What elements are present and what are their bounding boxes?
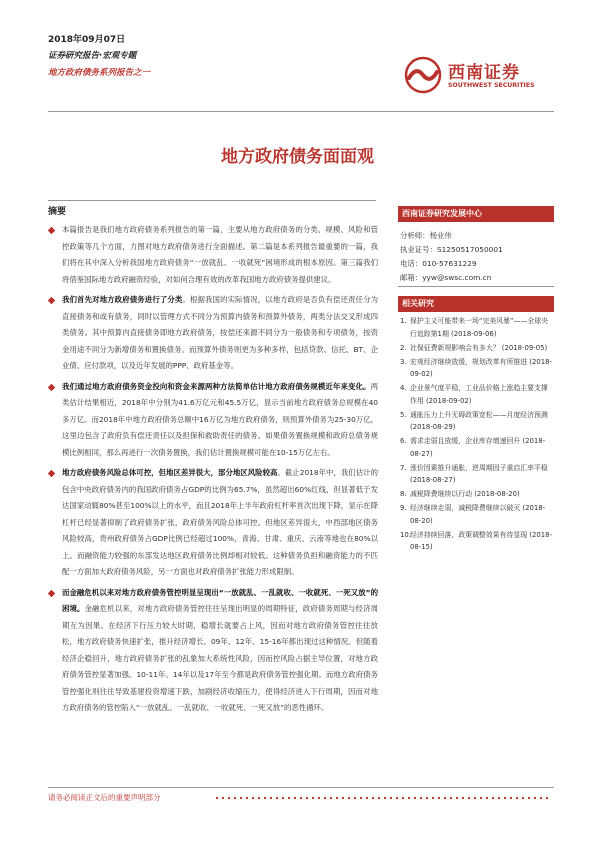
- related-item[interactable]: 9. 经济继续走弱，减税降费继续以破灭 (2018-08-20): [400, 504, 546, 525]
- paragraph-text: 。截止2018年中，我们估计的包含中央政府债务内的我国政府债务占GDP的比例为65.7%，虽然超出60%红线，但显著低于发达国家动辄80%甚至100%以上的水平，而且2018年上半年政府杠杆率首次出现下降，显示在降杠杆已经显著抑制了政府债务扩张，政府债务风险总体可控。但地区差异很大，中西部地区债务风险较高，贵州政府债务占GDP比例已经超过100%，青海、甘肃、重庆、云南等地也在80%以上。而融资能力较强的东部发达地区政府债务比例却相对较低。这种债务负担和融资能力的不匹配一方面加大政府债务风险，另一方面也对政府债务扩张能力形成限制。: [62, 468, 378, 576]
- diamond-bullet-icon: [48, 589, 55, 596]
- abstract-paragraph: [48, 465, 378, 581]
- paragraph-text: 金融危机以来，对地方政府债务管控往往呈现出明显的周期特征，政府债务周期与经济周期互为因果。在经济下行压力较大时期，稳增长就要占上风，因而对地方政府债务管控往往放松，地方政府债务快速扩张，推升经济增长。09年、12年、15-16年都出现过这种情况。但随着经济企稳回升，地方政府债务扩张的乱象加大系统性风险，因而控风险占据主导位置，对地方政府债务管控显著加强。10-11年、14年以及17年至今都是政府债务管控强化期。而地方政府债务管控强化则往往导致基建投资增速下跌，加剧经济收缩压力，使得经济进入下行周期，因而对地方政府债务的管控陷入“一放就乱、一乱就收、一收就死、一死又放”的恶性循环。: [62, 604, 378, 712]
- email-row: [400, 272, 491, 283]
- brand-logo: [404, 56, 554, 96]
- related-item[interactable]: 1. 保护主义可能带来一场“完美风暴”——全球央行追踪第1期 (2018-09-06): [400, 317, 549, 338]
- header-divider: [48, 111, 554, 112]
- abstract-heading: 摘要: [48, 207, 67, 217]
- related-research-heading: 相关研究: [398, 296, 554, 312]
- paragraph-text: 两类估计结果相近，2018年中分别为41.6万亿元和45.5万亿，显示当前地方政府债务总规模在40多万亿。而2018年中地方政府债务总额中16万亿为地方政府债务，则预算外债务为25-30万亿，这里边包含了政府负有偿还责任以及担保和救助责任的债务。如果债务置换规模和政府总债务规模比例相同，那么再进行一次债务置换，我们估计置换规模可能在10-15万亿左右。: [62, 381, 378, 457]
- email-label: 邮箱：: [400, 273, 423, 282]
- license-row: [400, 244, 503, 255]
- abstract-divider: [48, 200, 376, 201]
- abstract-paragraph: [48, 379, 378, 462]
- diamond-bullet-icon: [48, 470, 55, 477]
- diamond-bullet-icon: [48, 383, 55, 390]
- paragraph-lead: 地方政府债务风险总体可控，但地区差异很大，部分地区风险较高: [62, 468, 278, 477]
- email-link[interactable]: yyw@swsc.com.cn: [422, 273, 492, 282]
- sidebar-divider: [398, 286, 554, 287]
- page-title: 地方政府债务面面观: [221, 147, 374, 167]
- abstract-paragraph: [48, 292, 378, 375]
- paragraph-text: 。根据我国的实际情况，以地方政府是否负有偿还责任分为直接债务和或有债务，同时以管理方式不同分为预算内债务和预算外债务，两类分法交叉形成四类债务。其中预算内直接债务即地方政府债务，按偿还来源不同分为一般债务和专项债务，按资金用途不同分为新增债务和置换债务。而预算外债务则更为多种多样，包括贷款、信托、BT、企业债、应付款项，以及近年发展的PPP、政府基金等。: [62, 295, 378, 370]
- report-date: 2018年09月07日: [48, 35, 126, 45]
- logo-chinese-text: 西南证券: [448, 63, 520, 83]
- related-item[interactable]: 7. 涨价因素推升通胀，逆周期因子重启汇率平稳 (2018-08-27): [400, 463, 548, 484]
- phone-label: 电话：: [400, 259, 423, 268]
- institute-heading: 西南证券研究发展中心: [398, 206, 554, 222]
- related-item[interactable]: 3. 宏观经济继续放缓，规划改革有所推进 (2018-09-02): [400, 357, 553, 378]
- paragraph-lead: 而金融危机以来对地方政府债务管控明显呈现出“一放就乱、一乱就收、一收就死、一死又放”的困境。: [62, 587, 378, 613]
- related-item[interactable]: 8. 减税降费继续以行动 (2018-08-20): [400, 490, 520, 498]
- paragraph-lead: 我们首先对地方政府债务进行了分类: [62, 295, 183, 304]
- logo-mark-icon: [404, 56, 442, 94]
- diamond-bullet-icon: [48, 297, 55, 304]
- report-type: 证券研究报告·宏观专题: [48, 51, 137, 61]
- abstract-paragraph: [48, 222, 378, 288]
- footer-divider: [48, 787, 554, 788]
- diamond-bullet-icon: [48, 227, 55, 234]
- abstract-body: [48, 222, 378, 721]
- phone-row: [400, 258, 477, 269]
- paragraph-text: 本篇报告是我们地方政府债务系列报告的第一篇，主要从地方政府债务的分类、规模、风险和管控政策等几个方面，力图对地方政府债务进行全面描述。第二篇是本系列报告最重要的一篇，我们将在其中深入分析我国地方政府债务“一放就乱、一收就死”困境形成的根本原因。第三篇我们将借鉴国际地方政府融资经验，对如何合理有效的改革我国地方政府债务提供建议。: [62, 225, 378, 284]
- analyst-label: 分析师：: [400, 231, 430, 240]
- logo-english-text: SOUTHWEST SECURITIES: [448, 82, 535, 89]
- license-number: S1250517050001: [436, 245, 503, 254]
- footer-disclaimer: 请务必阅读正文后的重要声明部分: [48, 793, 161, 802]
- paragraph-lead: 我们通过地方政府债务资金投向和资金来源两种方法简单估计地方政府债务规模近年来变化。: [62, 381, 371, 391]
- analyst-row: [400, 230, 452, 241]
- related-item[interactable]: 4. 企业景气度平稳，工业品价格上涨趋主要支撑作用 (2018-09-02): [400, 384, 548, 405]
- related-research-list: [400, 315, 554, 555]
- related-item[interactable]: 10. 经济持续回落，政策调整效果有待显现 (2018-08-15): [400, 530, 553, 551]
- phone-number: 010-57631229: [422, 259, 477, 268]
- related-item[interactable]: 2. 社保征费新规影响会有多大？ (2018-09-05): [400, 343, 548, 352]
- abstract-paragraph: [48, 585, 378, 717]
- analyst-name: 杨业伟: [429, 231, 452, 240]
- report-series: 地方政府债务系列报告之一: [48, 68, 151, 78]
- license-label: 执业证号：: [400, 245, 437, 254]
- related-item[interactable]: 6. 需求走弱且放缓，企业库存增速回升 (2018-08-27): [400, 437, 546, 458]
- footer-dot-pattern: [214, 795, 552, 801]
- related-item[interactable]: 5. 通胀压力上升无碍政策宽松——月度经济预测 (2018-08-29): [400, 410, 548, 431]
